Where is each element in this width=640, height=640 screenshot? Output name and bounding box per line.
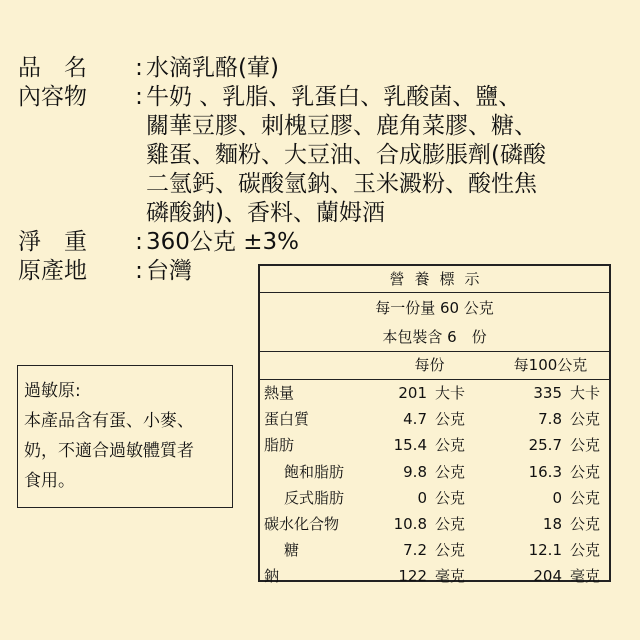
name-label: 品 名: [18, 55, 87, 81]
colon: :: [135, 229, 143, 255]
allergy-line: 食用。: [24, 471, 75, 491]
per-serving-value: 10.8: [393, 514, 427, 533]
nutrition-row: [260, 485, 609, 511]
per-100g-value: 7.8: [538, 410, 562, 429]
per-100g-value: 335: [533, 384, 562, 402]
per-100g-header: 每100公克: [513, 356, 588, 374]
per-100g-value: 0: [552, 488, 562, 507]
nutrient-name: 鈉: [264, 567, 280, 586]
per-serving-value: 4.7: [403, 410, 427, 429]
nutrient-name: 熱量: [264, 384, 295, 402]
per-100g-unit: 公克: [570, 514, 601, 533]
serving-size: 每一份量 60 公克: [375, 299, 494, 317]
product-info: [18, 54, 628, 286]
nutrient-name: 飽和脂肪: [284, 462, 345, 481]
per-100g-unit: 大卡: [570, 384, 601, 402]
weight-value: 360公克 ±3%: [146, 229, 299, 255]
per-serving-value: 7.2: [403, 541, 427, 560]
colon: :: [135, 84, 143, 110]
nutrient-name: 糖: [284, 541, 300, 560]
per-100g-unit: 公克: [570, 541, 601, 560]
nutrition-row: [260, 537, 609, 563]
per-serving-value: 201: [398, 384, 427, 402]
per-100g-value: 12.1: [528, 541, 562, 560]
per-100g-value: 204: [533, 567, 562, 586]
nutrition-row: [260, 511, 609, 537]
nutrient-name: 蛋白質: [264, 410, 310, 429]
per-100g-unit: 公克: [570, 462, 601, 481]
per-serving-unit: 公克: [435, 514, 466, 533]
per-serving-value: 9.8: [403, 462, 427, 481]
nutrient-name: 反式脂肪: [284, 488, 345, 507]
per-serving-unit: 公克: [435, 462, 466, 481]
ingredients-line: 牛奶 、乳脂、乳蛋白、乳酸菌、鹽、: [146, 84, 522, 110]
nutrition-row: [260, 406, 609, 432]
nutrition-row: [260, 432, 609, 458]
allergy-box: [17, 365, 233, 508]
allergy-title: 過敏原:: [24, 381, 81, 401]
per-serving-unit: 公克: [435, 541, 466, 560]
ingredients-label: 內容物: [18, 84, 87, 110]
nutrition-row: [260, 563, 609, 589]
name-row: [18, 54, 628, 83]
colon: :: [135, 55, 143, 81]
nutrition-title: 營養標示: [260, 266, 609, 293]
nutrient-name: 脂肪: [264, 436, 295, 455]
ingredients-line: 磷酸鈉)、香料、蘭姆酒: [146, 200, 385, 226]
origin-label: 原產地: [18, 258, 87, 284]
nutrition-column-headers: [260, 352, 609, 380]
colon: :: [135, 258, 143, 284]
nutrition-rows: [260, 380, 609, 590]
per-100g-unit: 公克: [570, 488, 601, 507]
allergy-line: 奶，不適合過敏體質者: [24, 441, 194, 461]
ingredients-line: 關華豆膠、刺槐豆膠、鹿角菜膠、糖、: [146, 113, 537, 139]
per-serving-header: 每份: [414, 356, 445, 374]
weight-row: [18, 228, 628, 257]
per-serving-unit: 公克: [435, 410, 466, 429]
servings-per-package: 本包裝含 6 份: [260, 323, 609, 352]
name-value: 水滴乳酪(葷): [146, 55, 279, 81]
per-serving-value: 0: [417, 488, 427, 507]
ingredients-value: [146, 83, 628, 228]
per-serving-value: 122: [398, 567, 427, 586]
per-100g-unit: 公克: [570, 410, 601, 429]
per-100g-value: 18: [542, 514, 562, 533]
per-100g-value: 25.7: [528, 436, 562, 455]
per-100g-unit: 公克: [570, 436, 601, 455]
per-serving-value: 15.4: [393, 436, 427, 455]
weight-label: 淨 重: [18, 229, 87, 255]
ingredients-line: 雞蛋、麵粉、大豆油、合成膨脹劑(磷酸: [146, 142, 546, 168]
allergy-line: 本產品含有蛋、小麥、: [24, 411, 194, 431]
per-serving-unit: 公克: [435, 436, 466, 455]
ingredients-row: [18, 83, 628, 228]
nutrition-row: [260, 380, 609, 406]
nutrition-row: [260, 459, 609, 485]
nutrient-name: 碳水化合物: [264, 514, 340, 533]
ingredients-line: 二氫鈣、碳酸氫鈉、玉米澱粉、酸性焦: [146, 171, 537, 197]
per-serving-unit: 大卡: [435, 384, 466, 402]
per-100g-value: 16.3: [528, 462, 562, 481]
per-serving-unit: 毫克: [435, 567, 466, 586]
origin-value: 台灣: [146, 258, 192, 284]
nutrition-table: [258, 264, 611, 586]
per-100g-unit: 毫克: [570, 567, 601, 586]
per-serving-unit: 公克: [435, 488, 466, 507]
blank-header: [260, 352, 367, 379]
